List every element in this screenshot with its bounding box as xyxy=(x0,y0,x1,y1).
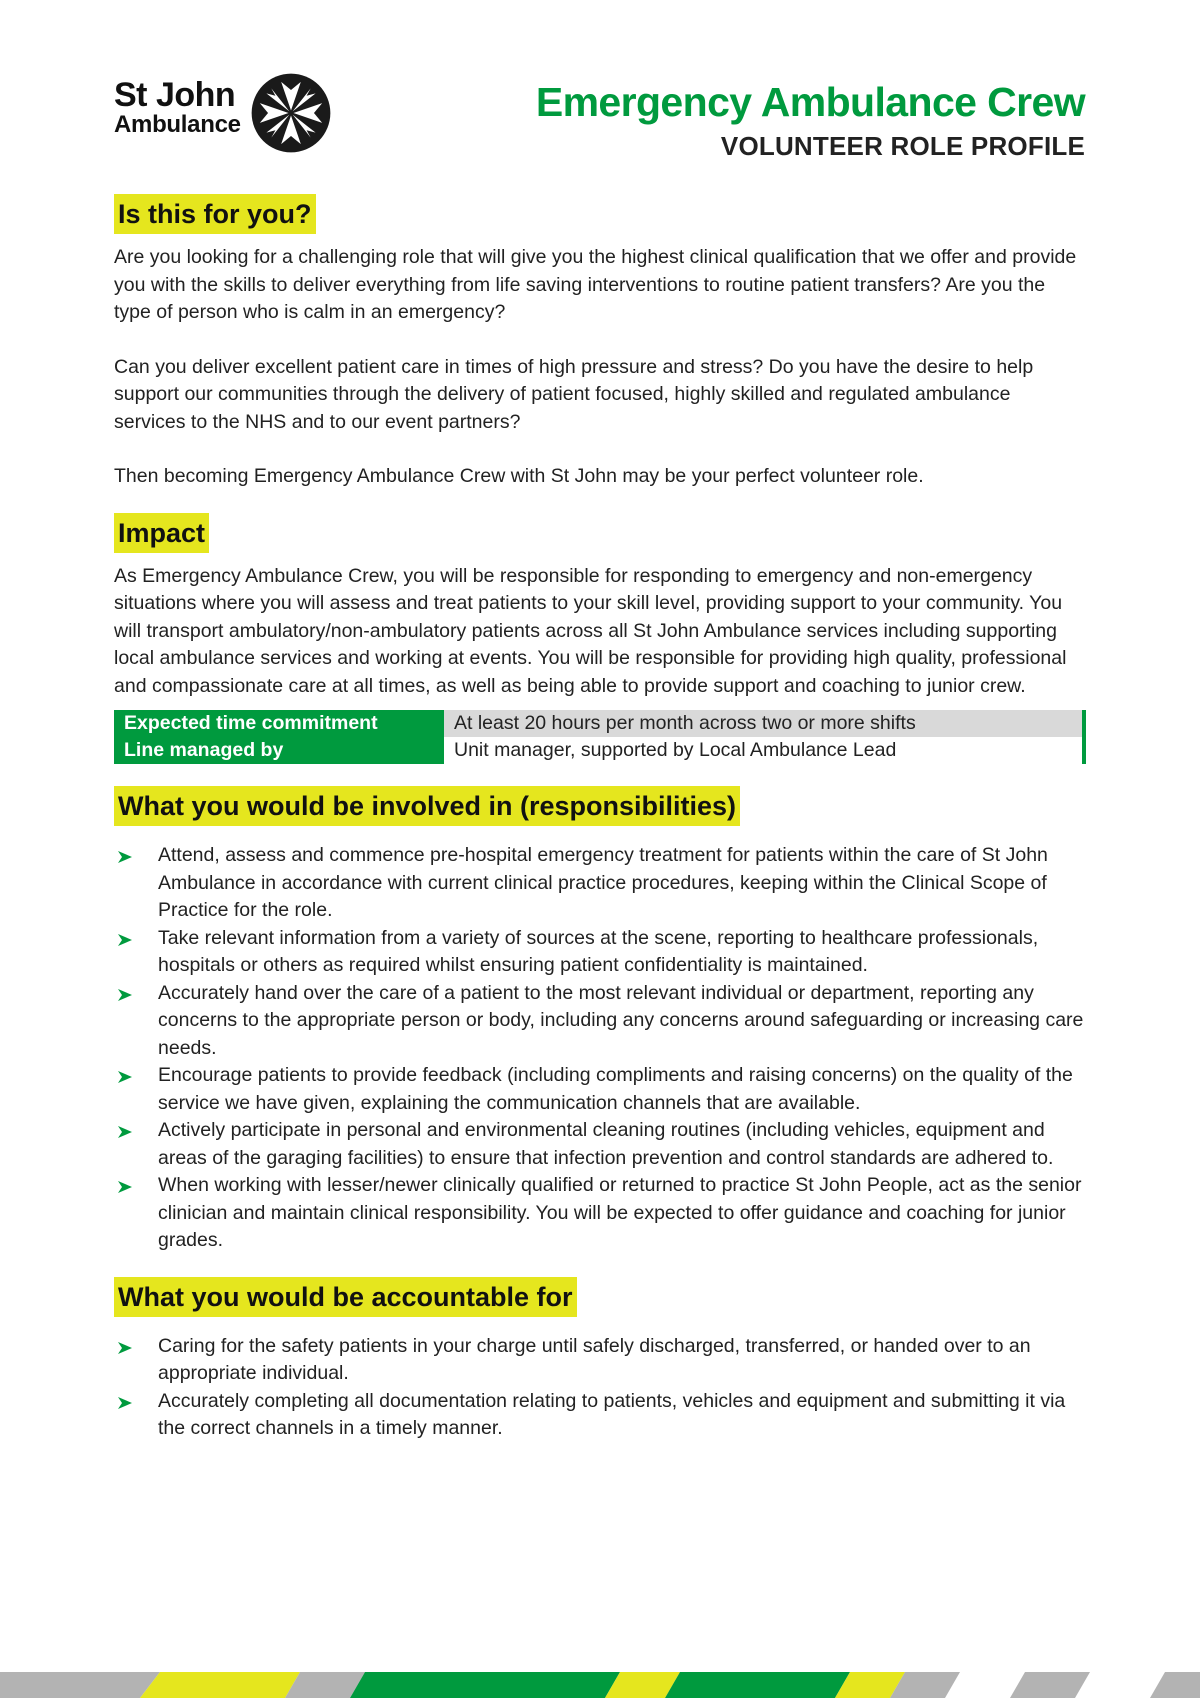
commitment-label: Expected time commitment xyxy=(114,710,444,737)
document-subtitle: VOLUNTEER ROLE PROFILE xyxy=(720,131,1085,161)
list-item: Caring for the safety patients in your charge until safely discharged, transferred, or handed over to an appropriate individual. xyxy=(114,1333,1086,1388)
logo-line-1: St John xyxy=(114,76,236,114)
arrow-bullet-icon xyxy=(118,989,132,1001)
logo-line-2: Ambulance xyxy=(114,111,241,138)
section-heading-impact: Impact xyxy=(114,513,1086,553)
arrow-bullet-icon xyxy=(118,1126,132,1138)
st-john-ambulance-logo xyxy=(114,72,344,152)
footer-stripe-band xyxy=(0,1666,1200,1698)
list-item: Encourage patients to provide feedback (including compliments and raising concerns) on the quality of the service we have given, explaining the communication channels that are available. xyxy=(114,1062,1086,1117)
list-item: Actively participate in personal and environmental cleaning routines (including vehicles, equipment and areas of the garaging facilities) to ensure that infection prevention and control standards are adhered to. xyxy=(114,1117,1086,1172)
logo-wordmark xyxy=(114,78,241,138)
arrow-bullet-icon xyxy=(118,1342,132,1354)
list-item: Attend, assess and commence pre-hospital emergency treatment for patients within the care of St John Ambulance in accordance with current clinical practice procedures, keeping within the Clinical Scope of Practice for the role. xyxy=(114,842,1086,925)
list-item: Accurately completing all documentation relating to patients, vehicles and equipment and submitting it via the correct channels in a timely manner. xyxy=(114,1388,1086,1443)
accountable-list xyxy=(114,1333,1086,1443)
intro-paragraph-2: Can you deliver excellent patient care in times of high pressure and stress? Do you have the desire to help support our communities through the delivery of patient focused, highly skilled and regulated ambulance services to the NHS and to our event partners? xyxy=(114,355,1034,433)
responsibilities-list xyxy=(114,842,1086,1255)
section-heading-accountable: What you would be accountable for xyxy=(114,1277,1086,1317)
section-heading-responsibilities: What you would be involved in (responsibilities) xyxy=(114,786,1086,826)
intro-paragraph-1: Are you looking for a challenging role that will give you the highest clinical qualification that we offer and provide you with the skills to deliver everything from life saving interventions to routine patient transfers? Are you the type of person who is calm in an emergency? xyxy=(114,246,1077,323)
commitment-table xyxy=(114,710,1086,764)
table-row xyxy=(114,710,1084,737)
arrow-bullet-icon xyxy=(118,934,132,946)
commitment-value: At least 20 hours per month across two or more shifts xyxy=(444,710,1084,737)
document-content xyxy=(114,194,1086,1443)
document-title: Emergency Ambulance Crew xyxy=(535,79,1085,125)
table-row xyxy=(114,737,1084,764)
list-item: Take relevant information from a variety of sources at the scene, reporting to healthcare professionals, hospitals or others as required whilst ensuring patient confidentiality is maintained. xyxy=(114,925,1086,980)
line-manager-value: Unit manager, supported by Local Ambulance Lead xyxy=(444,737,1084,764)
list-item: Accurately hand over the care of a patient to the most relevant individual or department, reporting any concerns to the appropriate person or body, including any concerns around safeguarding or increasing care needs. xyxy=(114,980,1086,1063)
arrow-bullet-icon xyxy=(118,851,132,863)
arrow-bullet-icon xyxy=(118,1071,132,1083)
section-heading-intro: Is this for you? xyxy=(114,194,1086,234)
list-item: When working with lesser/newer clinically qualified or returned to practice St John People, act as the senior clinician and maintain clinical responsibility. You will be expected to offer guidance and coaching for junior grades. xyxy=(114,1172,1086,1255)
line-manager-label: Line managed by xyxy=(114,737,444,764)
intro-paragraph-3: Then becoming Emergency Ambulance Crew with St John may be your perfect volunteer role. xyxy=(114,465,924,487)
maltese-cross-icon xyxy=(250,72,332,154)
title-block xyxy=(536,78,1085,162)
impact-paragraph: As Emergency Ambulance Crew, you will be responsible for responding to emergency and non-emergency situations where you will assess and treat patients to your skill level, providing support to your community. You will transport ambulatory/non-ambulatory patients across all St John Ambulance services including supporting local ambulance services and working at events. You will be responsible for providing high quality, professional and compassionate care at all times, as well as being able to provide support and coaching to junior crew. xyxy=(114,564,1067,697)
arrow-bullet-icon xyxy=(118,1181,132,1193)
arrow-bullet-icon xyxy=(118,1397,132,1409)
